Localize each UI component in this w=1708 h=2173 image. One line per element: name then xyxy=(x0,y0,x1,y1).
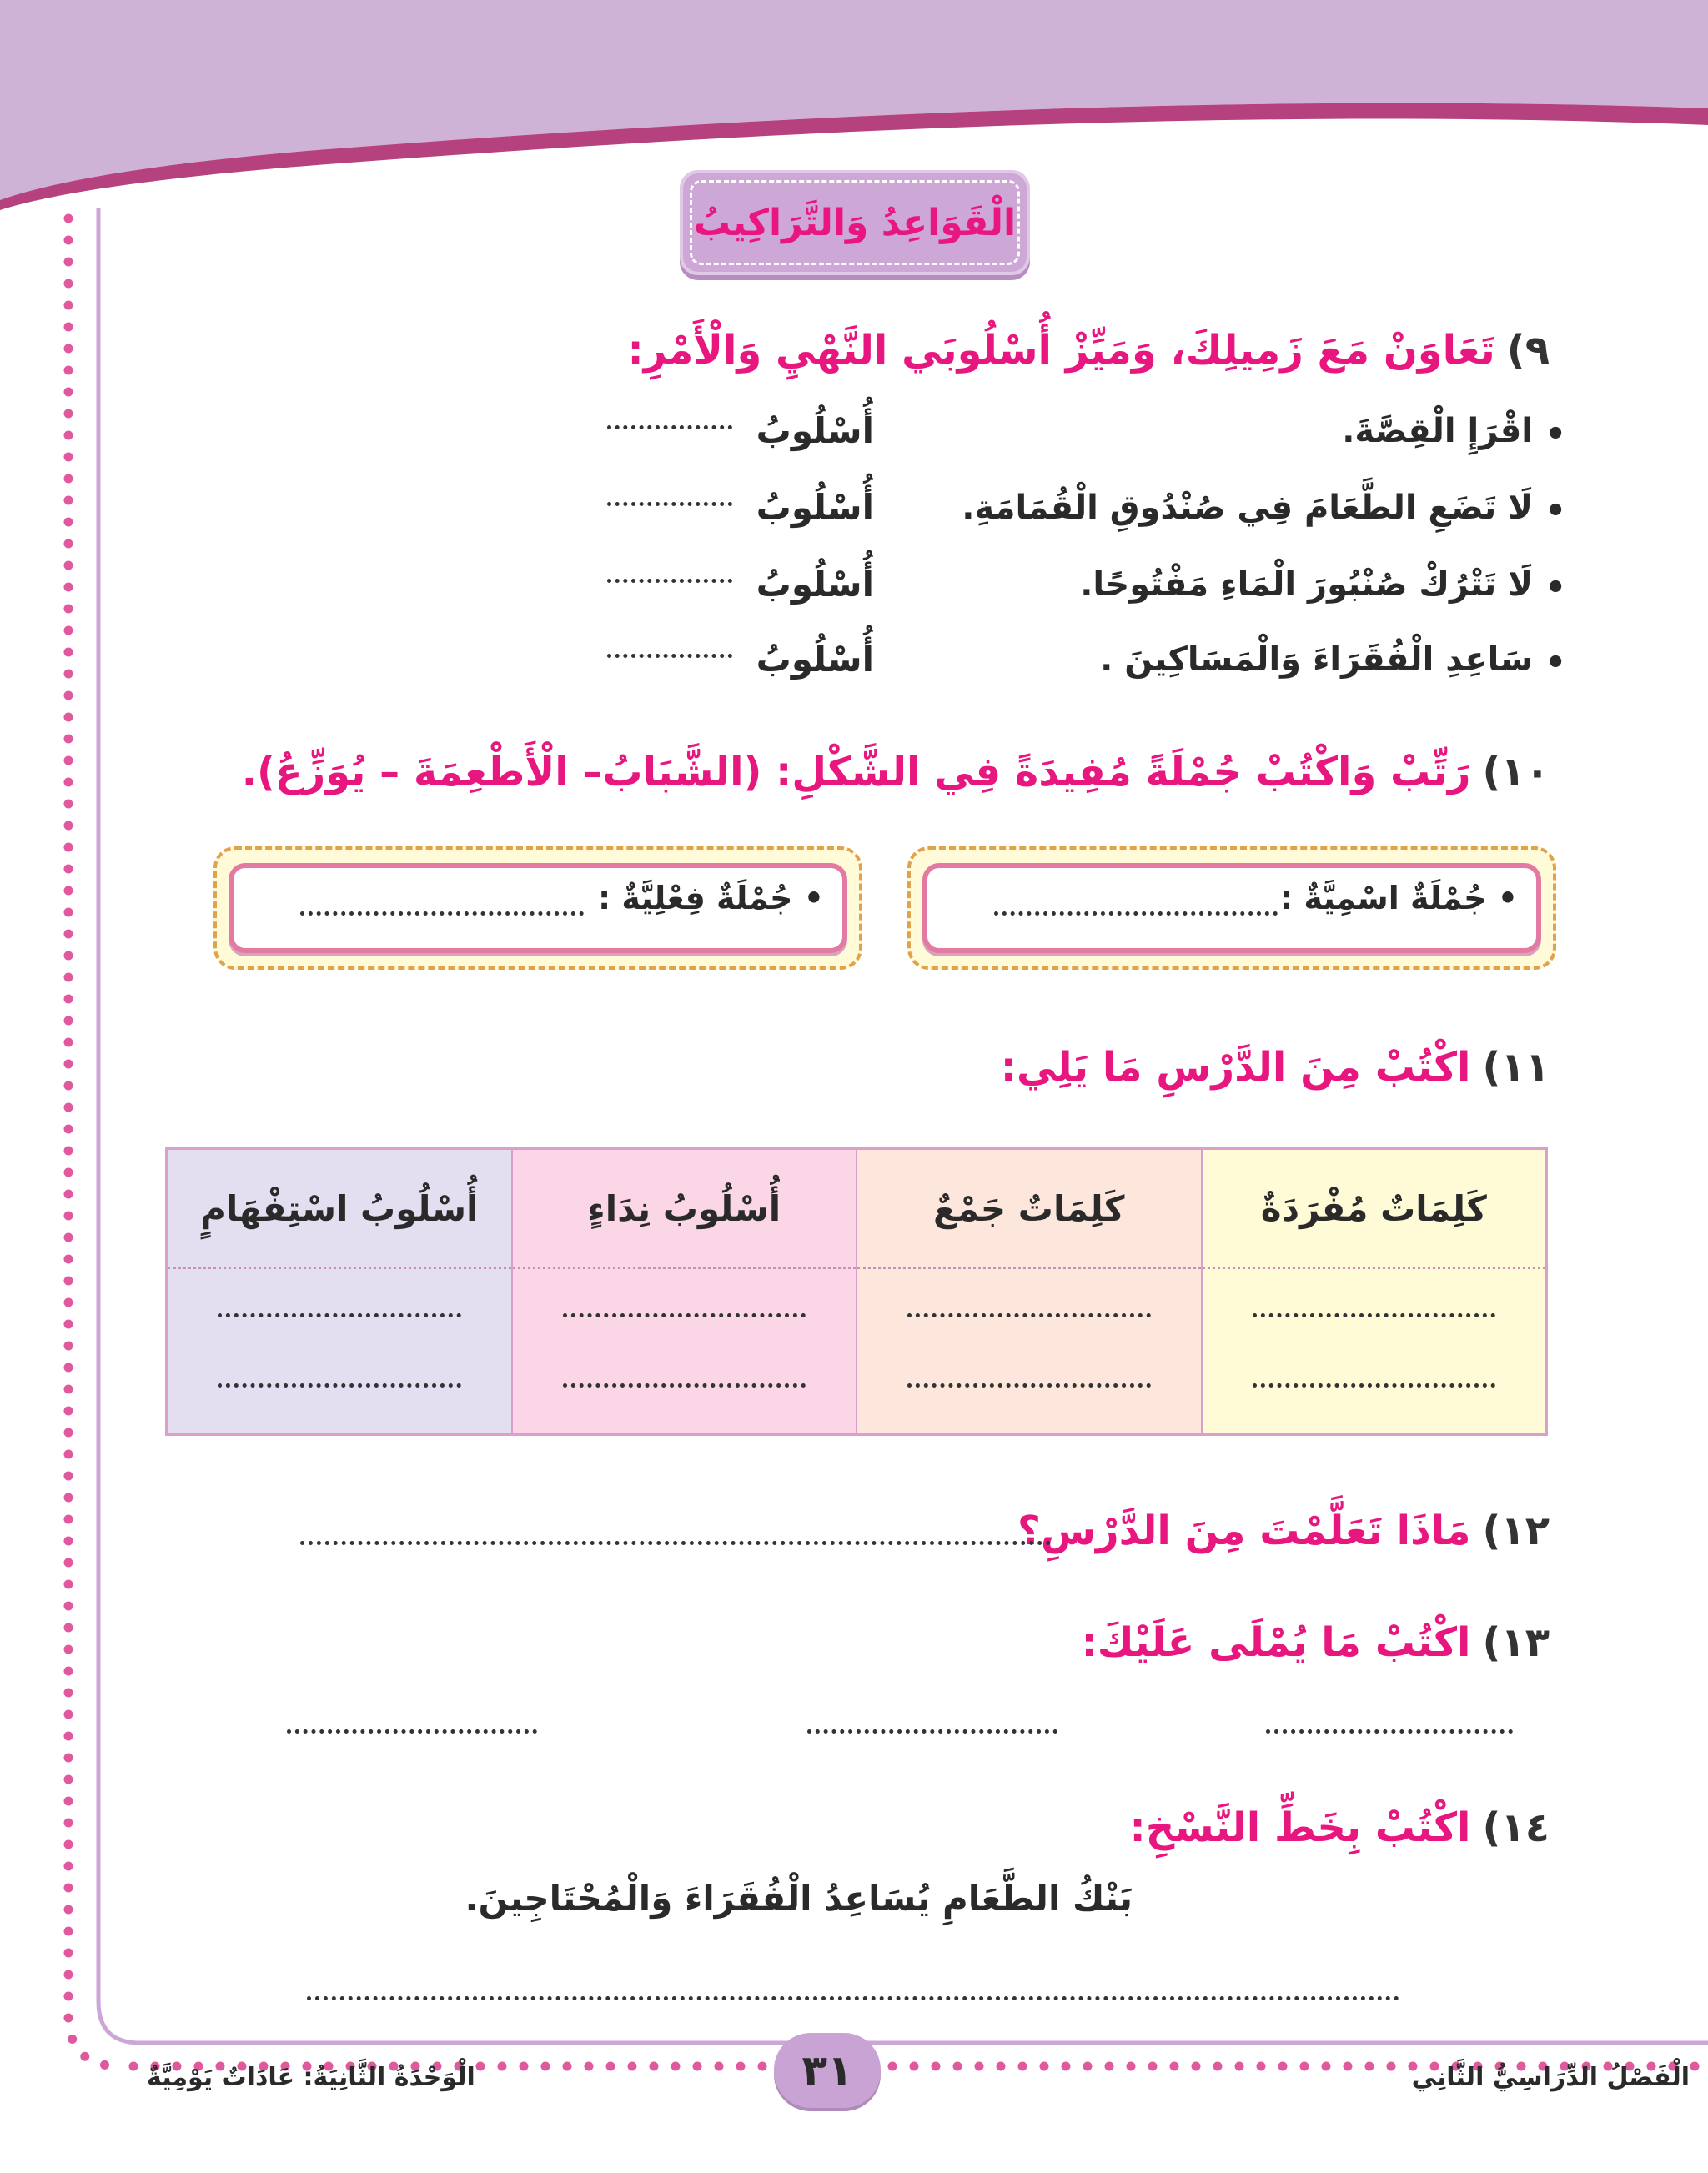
answer-blank[interactable] xyxy=(1253,1313,1496,1317)
column-header: أُسْلُوبُ اسْتِفْهَامٍ xyxy=(168,1150,511,1269)
q10-heading xyxy=(242,749,1550,795)
q9-heading xyxy=(628,327,1550,374)
answer-blank[interactable] xyxy=(218,1313,461,1317)
style-label: أُسْلُوبُ xyxy=(756,410,874,451)
column-header: كَلِمَاتٌ مُفْرَدَةٌ xyxy=(1203,1150,1546,1269)
answer-blank[interactable] xyxy=(1253,1383,1496,1388)
nominal-sentence-label: • جُمْلَةٌ اسْمِيَّةٌ : xyxy=(1279,880,1518,916)
column-header: أُسْلُوبُ نِدَاءٍ xyxy=(513,1150,857,1269)
answer-blank[interactable] xyxy=(563,1313,806,1317)
q12-number: ١٢) xyxy=(1482,1508,1550,1554)
q9-sentence-3: لَا تَتْرُكْ صُنْبُورَ الْمَاءِ مَفْتُوحًا. xyxy=(1080,565,1533,604)
dictation-blank-2[interactable] xyxy=(807,1729,1057,1734)
answer-blank[interactable] xyxy=(563,1383,806,1388)
bullet: • xyxy=(1545,644,1566,682)
dictation-blank-3[interactable] xyxy=(287,1729,537,1734)
table-column-singular xyxy=(1201,1150,1546,1433)
style-label: أُسْلُوبُ xyxy=(756,564,874,605)
q9-sentence-2: لَا تَضَعِ الطَّعَامَ فِي صُنْدُوقِ الْقُمَامَةِ. xyxy=(962,489,1533,527)
q13-heading xyxy=(1082,1619,1550,1666)
q9-item-4 xyxy=(165,635,1566,694)
answer-blank[interactable] xyxy=(300,1541,1051,1545)
table-column-vocative xyxy=(511,1150,857,1433)
q10-number: ١٠) xyxy=(1482,749,1550,795)
section-title-plaque xyxy=(671,160,1038,285)
q9-item-2 xyxy=(165,484,1566,542)
bullet: • xyxy=(1545,415,1566,454)
q9-number: ٩) xyxy=(1506,327,1550,374)
q14-prompt: اكْتُبْ بِخَطِّ النَّسْخِ: xyxy=(1129,1804,1471,1851)
verbal-sentence-box xyxy=(214,846,862,970)
style-label: أُسْلُوبُ xyxy=(756,639,874,680)
dictation-blank-1[interactable] xyxy=(1266,1729,1513,1734)
table-column-interrogative xyxy=(168,1150,511,1433)
handwriting-sentence: بَنْكُ الطَّعَامِ يُسَاعِدُ الْفُقَرَاءَ وَالْمُحْتَاجِينَ. xyxy=(465,1878,1133,1919)
answer-blank[interactable] xyxy=(300,911,584,916)
q9-prompt: تَعَاوَنْ مَعَ زَمِيلِكَ، وَمَيِّزْ أُسْلُوبَي النَّهْيِ وَالْأَمْرِ: xyxy=(627,327,1495,374)
words-table xyxy=(165,1147,1548,1436)
answer-blank[interactable] xyxy=(607,654,732,658)
answer-blank[interactable] xyxy=(607,502,732,506)
q9-item-3 xyxy=(165,560,1566,619)
style-label: أُسْلُوبُ xyxy=(756,487,874,528)
section-title: الْقَوَاعِدُ وَالتَّرَاكِيبُ xyxy=(693,201,1017,244)
answer-blank[interactable] xyxy=(218,1383,461,1388)
bullet: • xyxy=(1545,492,1566,530)
table-column-plural xyxy=(856,1150,1201,1433)
q14-number: ١٤) xyxy=(1482,1804,1550,1851)
q11-prompt: اكْتُبْ مِنَ الدَّرْسِ مَا يَلِي: xyxy=(1000,1044,1471,1091)
q13-prompt: اكْتُبْ مَا يُمْلَى عَلَيْكَ: xyxy=(1081,1619,1471,1666)
q13-number: ١٣) xyxy=(1482,1619,1550,1666)
footer-unit: الْوَحْدَةُ الثَّانِيَةُ: عَادَاتٌ يَوْمِيَّةٌ xyxy=(147,2063,475,2092)
answer-blank[interactable] xyxy=(607,425,732,429)
handwriting-blank[interactable] xyxy=(307,1996,1399,2000)
q9-sentence-4: سَاعِدِ الْفُقَرَاءَ وَالْمَسَاكِينَ . xyxy=(1100,640,1533,679)
q14-heading xyxy=(1130,1804,1550,1851)
q10-prompt: رَتِّبْ وَاكْتُبْ جُمْلَةً مُفِيدَةً فِي الشَّكْلِ: (الشَّبَابُ– الْأَطْعِمَةَ – يُوَزِّعُ). xyxy=(241,749,1471,795)
nominal-sentence-box xyxy=(907,846,1556,970)
answer-blank[interactable] xyxy=(907,1383,1151,1388)
page-number: ٣١ xyxy=(774,2033,881,2108)
q11-number: ١١) xyxy=(1482,1044,1550,1091)
q12-prompt: مَاذَا تَعَلَّمْتَ مِنَ الدَّرْسِ؟ xyxy=(1017,1508,1471,1554)
q12-heading xyxy=(1017,1508,1550,1554)
answer-blank[interactable] xyxy=(607,579,732,583)
q11-heading xyxy=(1001,1044,1550,1091)
q9-sentence-1: اقْرَإِ الْقِصَّةَ. xyxy=(1342,412,1533,450)
verbal-sentence-label: • جُمْلَةٌ فِعْلِيَّةٌ : xyxy=(598,880,824,916)
column-header: كَلِمَاتٌ جَمْعٌ xyxy=(857,1150,1201,1269)
answer-blank[interactable] xyxy=(994,911,1278,916)
answer-blank[interactable] xyxy=(907,1313,1151,1317)
q9-item-1 xyxy=(165,407,1566,465)
bullet: • xyxy=(1545,569,1566,607)
footer-semester: الْفَصْلُ الدِّرَاسِيُّ الثَّانِي xyxy=(1411,2063,1690,2092)
